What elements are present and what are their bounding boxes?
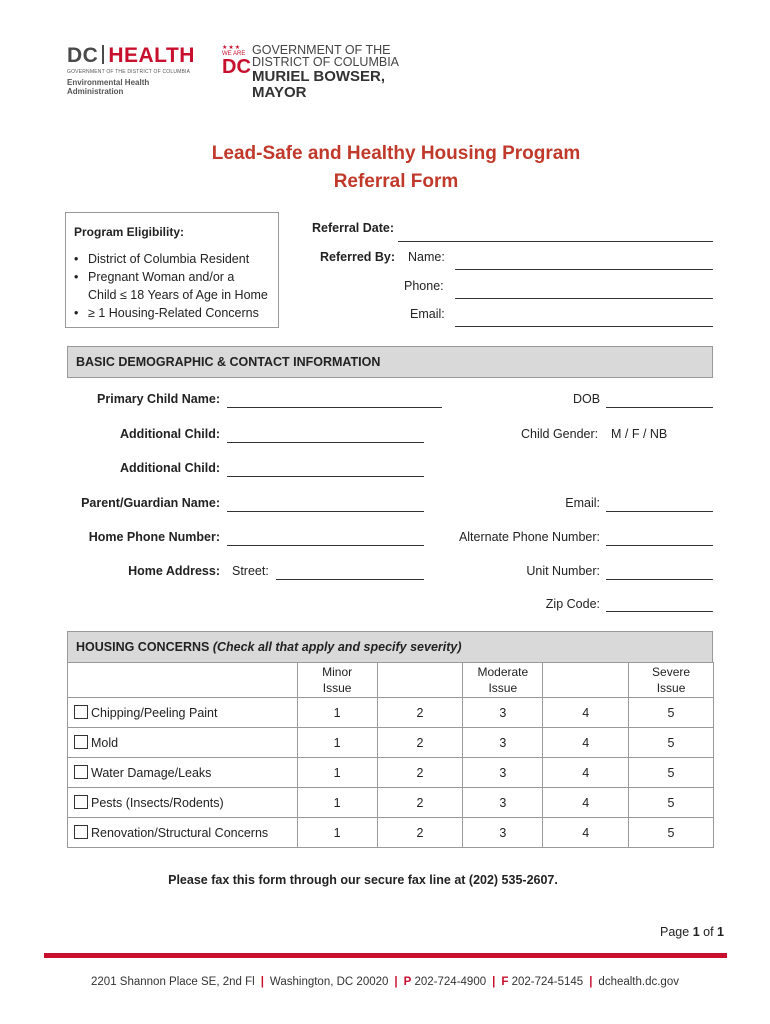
table-row	[68, 818, 714, 848]
footer-divider	[44, 953, 727, 958]
dc-government-logo	[222, 43, 442, 101]
severity-cell[interactable]: 3	[463, 758, 543, 788]
dob-label: DOB	[573, 392, 601, 406]
referral-date-field[interactable]	[398, 241, 713, 242]
housing-heading: HOUSING CONCERNS	[76, 640, 210, 654]
street-field[interactable]	[276, 579, 424, 580]
severity-cell[interactable]: 2	[377, 758, 463, 788]
referrer-phone-field[interactable]	[455, 298, 713, 299]
footer-city: Washington, DC 20020	[269, 976, 389, 988]
child-gender-label: Child Gender:	[521, 427, 599, 441]
severity-cell[interactable]: 3	[463, 818, 543, 848]
home-phone-label: Home Phone Number:	[88, 530, 220, 544]
footer-website[interactable]: dchealth.dc.gov	[598, 976, 679, 988]
concern-label: Mold	[91, 736, 119, 750]
housing-heading-note: (Check all that apply and specify severity)	[212, 640, 462, 654]
severity-cell[interactable]: 1	[297, 818, 377, 848]
checkbox[interactable]	[74, 705, 88, 719]
home-address-label: Home Address:	[128, 564, 220, 578]
col-minor: Minor Issue	[297, 663, 377, 698]
demographic-section-header	[67, 346, 713, 378]
referrer-name-label: Name:	[408, 250, 445, 264]
footer-fax: 202-724-5145	[511, 976, 584, 988]
severity-cell[interactable]: 5	[629, 818, 714, 848]
severity-cell[interactable]: 2	[377, 698, 463, 728]
parent-name-field[interactable]	[227, 511, 424, 512]
eligibility-heading: Program Eligibility:	[74, 225, 185, 239]
gov-line-2: DISTRICT OF COLUMBIA	[252, 55, 400, 69]
referrer-email-label: Email:	[410, 307, 445, 321]
severity-cell[interactable]: 2	[377, 788, 463, 818]
zip-field[interactable]	[606, 611, 713, 612]
table-row	[68, 728, 714, 758]
primary-child-label: Primary Child Name:	[97, 392, 220, 406]
checkbox[interactable]	[74, 795, 88, 809]
parent-email-field[interactable]	[606, 511, 713, 512]
alt-phone-field[interactable]	[606, 545, 713, 546]
eligibility-item-continued: Child ≤ 18 Years of Age in Home	[88, 288, 268, 302]
gov-line-1: GOVERNMENT OF THE	[252, 43, 391, 57]
severity-cell[interactable]: 2	[377, 818, 463, 848]
eligibility-item: • Pregnant Woman and/or a	[74, 268, 268, 286]
eligibility-item: • ≥ 1 Housing-Related Concerns	[74, 304, 268, 322]
eligibility-list	[74, 250, 268, 322]
checkbox[interactable]	[74, 825, 88, 839]
dc-health-logo	[67, 44, 202, 104]
severity-cell[interactable]: 4	[543, 728, 629, 758]
table-row	[68, 788, 714, 818]
severity-cell[interactable]: 4	[543, 758, 629, 788]
unit-label: Unit Number:	[526, 564, 600, 578]
dc-flag-mark: ★★★ WE ARE DC	[222, 45, 251, 78]
footer-address: 2201 Shannon Place SE, 2nd Fl	[91, 976, 255, 988]
severity-cell[interactable]: 5	[629, 728, 714, 758]
referral-date-label: Referral Date:	[312, 221, 394, 235]
severity-cell[interactable]: 1	[297, 728, 377, 758]
concern-label: Renovation/Structural Concerns	[91, 826, 269, 840]
demographic-heading: BASIC DEMOGRAPHIC & CONTACT INFORMATION	[76, 355, 381, 369]
severity-cell[interactable]: 5	[629, 758, 714, 788]
dc-health-dept: Environmental Health Administration	[67, 78, 150, 96]
eligibility-item: • District of Columbia Resident	[74, 250, 268, 268]
severity-cell[interactable]: 4	[543, 818, 629, 848]
alt-phone-label: Alternate Phone Number:	[458, 530, 600, 544]
checkbox[interactable]	[74, 765, 88, 779]
severity-cell[interactable]: 5	[629, 698, 714, 728]
severity-cell[interactable]: 2	[377, 728, 463, 758]
additional-child-2-field[interactable]	[227, 476, 424, 477]
referrer-name-field[interactable]	[455, 269, 713, 270]
footer-contact: 2201 Shannon Place SE, 2nd Fl | Washington, DC 20020 | P 202-724-4900 | F 202-724-5145 | dchealth.dc.gov	[91, 976, 679, 988]
referrer-phone-label: Phone:	[404, 279, 444, 293]
referred-by-label: Referred By:	[320, 250, 396, 264]
concern-label: Chipping/Peeling Paint	[91, 706, 218, 720]
parent-email-label: Email:	[565, 496, 600, 510]
housing-section-header	[67, 631, 713, 663]
additional-child-field[interactable]	[227, 442, 424, 443]
home-phone-field[interactable]	[227, 545, 424, 546]
severity-cell[interactable]: 1	[297, 788, 377, 818]
severity-cell[interactable]: 3	[463, 698, 543, 728]
additional-child-2-label: Additional Child:	[120, 461, 220, 475]
footer-phone: 202-724-4900	[414, 976, 487, 988]
concern-label: Pests (Insects/Rodents)	[91, 796, 224, 810]
severity-cell[interactable]: 4	[543, 698, 629, 728]
severity-cell[interactable]: 3	[463, 728, 543, 758]
dob-field[interactable]	[606, 407, 713, 408]
primary-child-field[interactable]	[227, 407, 442, 408]
child-gender-options[interactable]: M / F / NB	[611, 427, 668, 441]
zip-label: Zip Code:	[545, 597, 600, 611]
referrer-email-field[interactable]	[455, 326, 713, 327]
col-severe: Severe Issue	[629, 663, 714, 698]
dc-health-logo-sub: GOVERNMENT OF THE DISTRICT OF COLUMBIA	[67, 69, 191, 75]
col-moderate: Moderate Issue	[463, 663, 543, 698]
severity-cell[interactable]: 3	[463, 788, 543, 818]
severity-cell[interactable]: 1	[297, 698, 377, 728]
table-header-row	[68, 663, 714, 698]
page-number: Page 1 of 1	[660, 925, 724, 939]
severity-cell[interactable]: 4	[543, 788, 629, 818]
severity-cell[interactable]: 5	[629, 788, 714, 818]
dc-health-logo-dc: DC	[67, 44, 99, 67]
street-label: Street:	[232, 564, 269, 578]
eligibility-box	[65, 212, 279, 328]
concern-label: Water Damage/Leaks	[91, 766, 212, 780]
table-row	[68, 758, 714, 788]
unit-field[interactable]	[606, 579, 713, 580]
fax-note: Please fax this form through our secure fax line at (202) 535-2607.	[168, 873, 558, 887]
dc-health-logo-health: HEALTH	[108, 44, 195, 67]
additional-child-label: Additional Child:	[120, 427, 220, 441]
table-row	[68, 698, 714, 728]
gov-line-3: MURIEL BOWSER, MAYOR	[252, 68, 386, 101]
form-title-line1: Lead-Safe and Healthy Housing Program	[211, 143, 581, 164]
checkbox[interactable]	[74, 735, 88, 749]
severity-cell[interactable]: 1	[297, 758, 377, 788]
parent-name-label: Parent/Guardian Name:	[81, 496, 220, 510]
form-title-line2: Referral Form	[333, 171, 459, 192]
housing-concerns-table	[67, 662, 714, 848]
